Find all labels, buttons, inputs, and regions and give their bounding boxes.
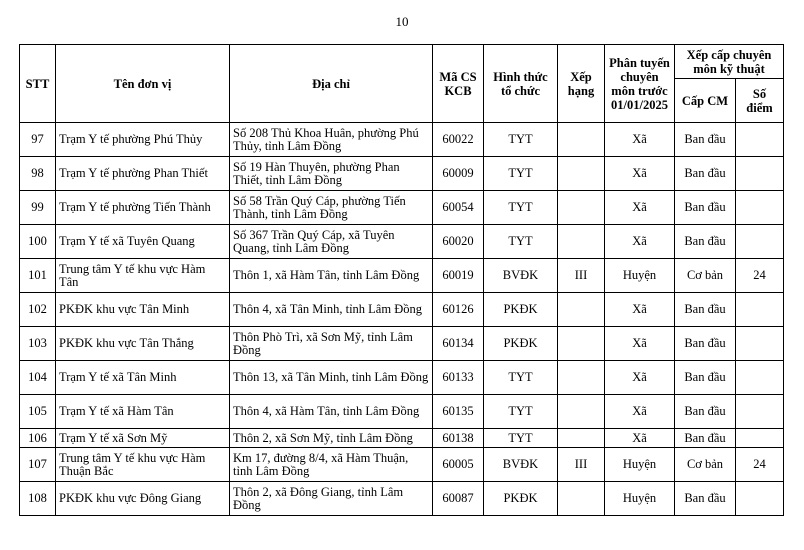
cell-unit-name: PKĐK khu vực Tân Minh	[56, 293, 230, 327]
cell-unit-name: PKĐK khu vực Tân Thắng	[56, 327, 230, 361]
facility-table	[19, 44, 784, 516]
cell-score	[736, 327, 784, 361]
cell-organization-type: TYT	[484, 225, 558, 259]
cell-professional-tier: Xã	[605, 157, 675, 191]
cell-rank	[558, 123, 605, 157]
page-number: 10	[395, 14, 409, 29]
cell-facility-code: 60126	[433, 293, 484, 327]
table-row	[20, 429, 784, 448]
table-row	[20, 157, 784, 191]
cell-address: Số 367 Trần Quý Cáp, xã Tuyên Quang, tỉnh Lâm Đồng	[230, 225, 433, 259]
cell-professional-tier: Xã	[605, 293, 675, 327]
header-stt: STT	[20, 45, 56, 123]
cell-address: Thôn 2, xã Sơn Mỹ, tỉnh Lâm Đồng	[230, 429, 433, 448]
cell-rank	[558, 191, 605, 225]
cell-score: 24	[736, 259, 784, 293]
cell-unit-name: Trạm Y tế phường Phú Thủy	[56, 123, 230, 157]
cell-stt: 102	[20, 293, 56, 327]
cell-address: Số 19 Hàn Thuyên, phường Phan Thiết, tỉnh Lâm Đồng	[230, 157, 433, 191]
cell-organization-type: PKĐK	[484, 327, 558, 361]
cell-unit-name: Trạm Y tế xã Tuyên Quang	[56, 225, 230, 259]
cell-rank	[558, 482, 605, 516]
cell-professional-tier: Huyện	[605, 259, 675, 293]
cell-level: Ban đầu	[675, 157, 736, 191]
cell-rank: III	[558, 259, 605, 293]
cell-professional-tier: Xã	[605, 429, 675, 448]
table-row	[20, 395, 784, 429]
cell-stt: 106	[20, 429, 56, 448]
cell-professional-tier: Xã	[605, 225, 675, 259]
cell-level: Ban đầu	[675, 191, 736, 225]
cell-facility-code: 60134	[433, 327, 484, 361]
cell-stt: 104	[20, 361, 56, 395]
cell-facility-code: 60054	[433, 191, 484, 225]
cell-level: Cơ bản	[675, 259, 736, 293]
cell-rank	[558, 361, 605, 395]
cell-professional-tier: Xã	[605, 395, 675, 429]
cell-facility-code: 60005	[433, 448, 484, 482]
cell-organization-type: PKĐK	[484, 293, 558, 327]
header-organization-type: Hình thức tổ chức	[484, 45, 558, 123]
cell-level: Ban đầu	[675, 429, 736, 448]
cell-rank	[558, 293, 605, 327]
table-row	[20, 293, 784, 327]
cell-stt: 97	[20, 123, 56, 157]
cell-rank	[558, 225, 605, 259]
cell-stt: 108	[20, 482, 56, 516]
cell-address: Thôn 4, xã Hàm Tân, tỉnh Lâm Đồng	[230, 395, 433, 429]
cell-organization-type: PKĐK	[484, 482, 558, 516]
table-row	[20, 448, 784, 482]
cell-professional-tier: Xã	[605, 123, 675, 157]
cell-facility-code: 60135	[433, 395, 484, 429]
cell-rank	[558, 327, 605, 361]
cell-organization-type: TYT	[484, 157, 558, 191]
cell-address: Số 58 Trần Quý Cáp, phường Tiến Thành, tỉnh Lâm Đồng	[230, 191, 433, 225]
table-body	[20, 123, 784, 516]
cell-level: Ban đầu	[675, 482, 736, 516]
cell-address: Thôn Phò Trì, xã Sơn Mỹ, tỉnh Lâm Đồng	[230, 327, 433, 361]
cell-score: 24	[736, 448, 784, 482]
header-level: Cấp CM	[675, 79, 736, 123]
cell-facility-code: 60019	[433, 259, 484, 293]
table-row	[20, 225, 784, 259]
cell-rank	[558, 157, 605, 191]
cell-organization-type: TYT	[484, 191, 558, 225]
cell-facility-code: 60133	[433, 361, 484, 395]
cell-organization-type: TYT	[484, 395, 558, 429]
cell-stt: 105	[20, 395, 56, 429]
cell-address: Thôn 4, xã Tân Minh, tỉnh Lâm Đồng	[230, 293, 433, 327]
cell-professional-tier: Xã	[605, 191, 675, 225]
header-facility-code: Mã CS KCB	[433, 45, 484, 123]
header-rank: Xếp hạng	[558, 45, 605, 123]
cell-professional-tier: Huyện	[605, 482, 675, 516]
cell-address: Km 17, đường 8/4, xã Hàm Thuận, tỉnh Lâm Đồng	[230, 448, 433, 482]
cell-score	[736, 482, 784, 516]
cell-facility-code: 60087	[433, 482, 484, 516]
cell-address: Thôn 1, xã Hàm Tân, tỉnh Lâm Đồng	[230, 259, 433, 293]
cell-unit-name: Trạm Y tế xã Sơn Mỹ	[56, 429, 230, 448]
cell-score	[736, 191, 784, 225]
table-row	[20, 327, 784, 361]
header-address: Địa chỉ	[230, 45, 433, 123]
cell-score	[736, 225, 784, 259]
table-row	[20, 361, 784, 395]
cell-rank: III	[558, 448, 605, 482]
table-header	[20, 45, 784, 123]
cell-rank	[558, 395, 605, 429]
cell-facility-code: 60138	[433, 429, 484, 448]
header-unit-name: Tên đơn vị	[56, 45, 230, 123]
cell-organization-type: BVĐK	[484, 448, 558, 482]
cell-score	[736, 293, 784, 327]
cell-score	[736, 395, 784, 429]
cell-level: Cơ bản	[675, 448, 736, 482]
cell-professional-tier: Xã	[605, 327, 675, 361]
cell-level: Ban đầu	[675, 123, 736, 157]
cell-unit-name: Trạm Y tế xã Hàm Tân	[56, 395, 230, 429]
cell-unit-name: Trạm Y tế phường Tiến Thành	[56, 191, 230, 225]
cell-unit-name: Trạm Y tế phường Phan Thiết	[56, 157, 230, 191]
cell-score	[736, 429, 784, 448]
cell-facility-code: 60022	[433, 123, 484, 157]
cell-organization-type: TYT	[484, 361, 558, 395]
cell-stt: 101	[20, 259, 56, 293]
cell-stt: 99	[20, 191, 56, 225]
cell-level: Ban đầu	[675, 293, 736, 327]
cell-rank	[558, 429, 605, 448]
cell-professional-tier: Huyện	[605, 448, 675, 482]
cell-unit-name: Trung tâm Y tế khu vực Hàm Tân	[56, 259, 230, 293]
header-technical-level-group: Xếp cấp chuyên môn kỹ thuật	[675, 45, 784, 79]
cell-stt: 107	[20, 448, 56, 482]
cell-level: Ban đầu	[675, 361, 736, 395]
cell-organization-type: BVĐK	[484, 259, 558, 293]
cell-address: Thôn 13, xã Tân Minh, tỉnh Lâm Đồng	[230, 361, 433, 395]
cell-level: Ban đầu	[675, 225, 736, 259]
table-row	[20, 123, 784, 157]
cell-stt: 98	[20, 157, 56, 191]
cell-score	[736, 361, 784, 395]
header-score: Số điểm	[736, 79, 784, 123]
cell-organization-type: TYT	[484, 429, 558, 448]
cell-level: Ban đầu	[675, 327, 736, 361]
table-row	[20, 191, 784, 225]
cell-unit-name: Trung tâm Y tế khu vực Hàm Thuận Bắc	[56, 448, 230, 482]
cell-facility-code: 60020	[433, 225, 484, 259]
cell-score	[736, 123, 784, 157]
cell-address: Thôn 2, xã Đông Giang, tỉnh Lâm Đồng	[230, 482, 433, 516]
header-professional-tier: Phân tuyến chuyên môn trước 01/01/2025	[605, 45, 675, 123]
cell-score	[736, 157, 784, 191]
table-row	[20, 259, 784, 293]
cell-organization-type: TYT	[484, 123, 558, 157]
cell-facility-code: 60009	[433, 157, 484, 191]
cell-level: Ban đầu	[675, 395, 736, 429]
cell-stt: 100	[20, 225, 56, 259]
cell-professional-tier: Xã	[605, 361, 675, 395]
table-row	[20, 482, 784, 516]
cell-stt: 103	[20, 327, 56, 361]
cell-address: Số 208 Thủ Khoa Huân, phường Phú Thủy, tỉnh Lâm Đồng	[230, 123, 433, 157]
cell-unit-name: PKĐK khu vực Đông Giang	[56, 482, 230, 516]
cell-unit-name: Trạm Y tế xã Tân Minh	[56, 361, 230, 395]
